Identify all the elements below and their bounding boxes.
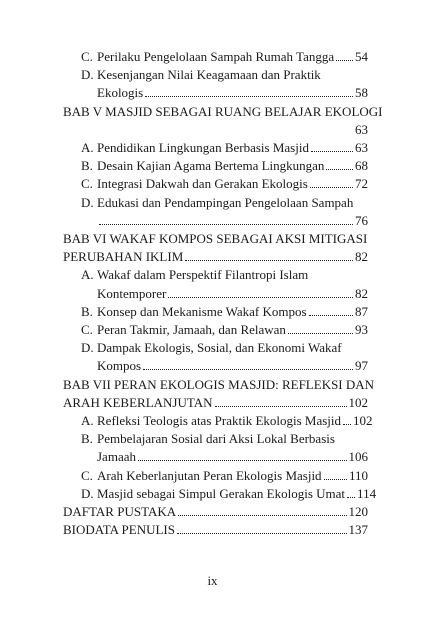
dot-leader [311,151,353,152]
toc-entry-title: Peran Takmir, Jamaah, dan Relawan [97,322,286,338]
toc-page-number: 97 [355,358,368,374]
dot-leader [178,515,346,516]
toc-section-letter: C. [81,49,93,64]
toc-entry-title: Arah Keberlanjutan Peran Ekologis Masjid [97,467,322,483]
toc-entry-title: BIODATA PENULIS [63,522,175,538]
toc-section-entry [63,266,368,302]
toc-entry-title: Kompos [97,358,142,374]
toc-entry-title: Jamaah [97,449,136,465]
toc-page-number: 120 [348,504,368,520]
toc-section-letter: C. [81,322,93,338]
toc-section-entry [63,412,373,430]
toc-section-entry [63,430,368,466]
toc-section-entry [63,485,377,503]
toc-section-entry [63,48,368,66]
toc-section-entry [63,139,368,157]
toc-section-letter: A. [81,267,94,283]
dot-leader [326,169,353,170]
toc-section-letter: B. [81,431,93,447]
dot-leader [143,369,353,370]
dot-leader [336,60,353,61]
toc-section-entry [63,339,368,375]
toc-entry-title: Dampak Ekologis, Sosial, dan Ekonomi Wakaf [97,340,342,356]
dot-leader [288,333,353,334]
toc-entry-title: DAFTAR PUSTAKA [63,504,177,520]
toc-page-number: 54 [355,49,368,64]
toc-entry-title: Integrasi Dakwah dan Gerakan Ekologis [97,176,308,192]
dot-leader [215,406,347,407]
toc-entry-title: Desain Kajian Agama Bertema Lingkungan [97,158,325,174]
toc-section-letter: D. [81,194,94,210]
toc-page-number: 102 [348,394,368,410]
toc-page-number: 58 [355,85,368,101]
toc-entry-title: Perilaku Pengelolaan Sampah Rumah Tangga [97,49,335,64]
toc-section-entry [63,157,368,175]
toc-entry-title: BAB VI WAKAF KOMPOS SEBAGAI AKSI MITIGASI [63,231,368,247]
toc-section-letter: D. [81,67,94,83]
toc-section-entry [63,194,368,230]
toc-entry-title: Pendidikan Lingkungan Berbasis Masjid [97,140,309,156]
toc-entry-title: BAB VII PERAN EKOLOGIS MASJID: REFLEKSI DAN [63,376,375,392]
dot-leader [99,224,353,225]
toc-page-number: 102 [353,413,373,429]
toc-page-number: 137 [348,522,368,538]
toc-section-entry [63,175,368,193]
toc-section-letter: D. [81,340,94,356]
toc-chapter-entry [63,103,383,139]
toc-chapter-entry [63,521,368,539]
toc-entry-title: Refleksi Teologis atas Praktik Ekologis Masjid [97,413,342,429]
toc-entry-title: Kesenjangan Nilai Keagamaan dan Praktik [97,67,321,83]
toc-page-number: 76 [355,212,368,228]
toc-section-letter: A. [81,140,94,156]
toc-page-number: 82 [355,249,368,265]
toc-page-number: 63 [355,121,368,137]
toc-entry-title: BAB V MASJID SEBAGAI RUANG BELAJAR EKOLOGI [63,103,383,119]
toc-page-number: 114 [357,485,377,501]
toc-section-letter: B. [81,158,93,174]
page-number: ix [207,573,218,588]
dot-leader [324,479,347,480]
toc-chapter-entry [63,230,368,266]
toc-entry-title: Kontemporer [97,285,167,301]
toc-section-entry [63,321,368,339]
toc-section-entry [63,303,368,321]
dot-leader [310,187,353,188]
toc-chapter-entry [63,503,368,521]
toc-entry-title: Masjid sebagai Simpul Gerakan Ekologis Umat [97,485,346,501]
toc-page-number: 93 [355,322,368,338]
toc-entry-title: Pembelajaran Sosial dari Aksi Lokal Berbasis [97,431,335,447]
dot-leader [177,533,347,534]
dot-leader [138,460,347,461]
toc-section-letter: D. [81,485,94,501]
dot-leader [168,297,353,298]
toc-page-number: 82 [355,285,368,301]
toc-entry-title: Wakaf dalam Perspektif Filantropi Islam [97,267,309,283]
dot-leader [145,96,353,97]
toc-entry-title: ARAH KEBERLANJUTAN [63,394,213,410]
toc-page-number: 87 [355,303,368,319]
toc-section-letter: C. [81,176,93,192]
toc-section-letter: A. [81,413,94,429]
dot-leader [343,424,351,425]
toc-entry-title: Konsep dan Mekanisme Wakaf Kompos [97,303,307,319]
toc-page-number: 72 [355,176,368,192]
toc-section-letter: B. [81,303,93,319]
toc-entry-title: Edukasi dan Pendampingan Pengelolaan Sampah [97,194,354,210]
table-of-contents [63,48,383,539]
toc-entry-title: Ekologis [97,85,144,101]
dot-leader [347,497,355,498]
dot-leader [185,260,353,261]
toc-chapter-entry [63,376,375,412]
dot-leader [309,315,353,316]
toc-section-letter: C. [81,467,93,483]
toc-section-entry [63,66,368,102]
toc-page-number: 68 [355,158,368,174]
toc-page-number: 106 [348,449,368,465]
toc-page-number: 63 [355,140,368,156]
toc-entry-title: PERUBAHAN IKLIM [63,249,184,265]
toc-section-entry [63,467,368,485]
toc-page-number: 110 [348,467,368,483]
